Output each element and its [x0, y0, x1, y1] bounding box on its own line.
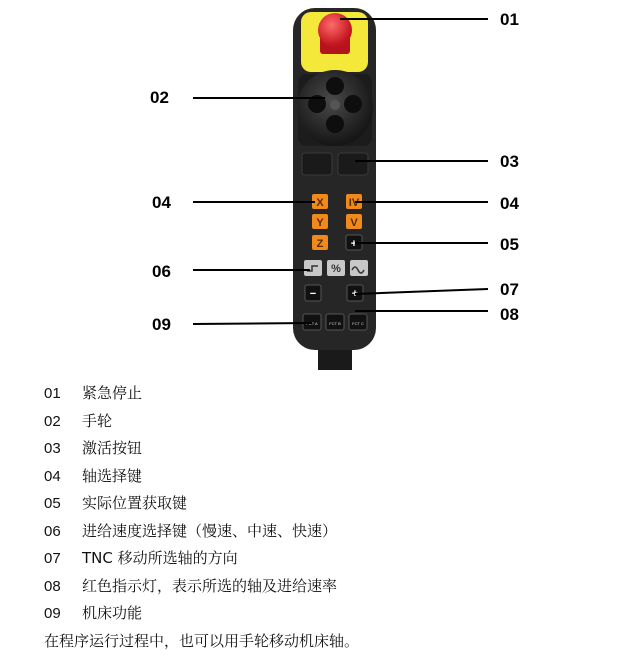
fct-a-label: FCT A	[306, 321, 318, 326]
legend-item-03	[44, 435, 634, 463]
fct-c-label: FCT C	[352, 321, 364, 326]
legend-item-08	[44, 573, 634, 601]
key-z-label: Z	[316, 238, 324, 250]
legend-item-07	[44, 545, 634, 573]
callout-03: 03	[500, 152, 519, 171]
legend-text: 激活按钮	[82, 439, 143, 457]
key-y-label: Y	[316, 217, 324, 229]
fct-b-label: FCT B	[329, 321, 341, 326]
legend-item-09	[44, 600, 634, 628]
legend-text: 手轮	[82, 411, 113, 430]
footer-note: 在程序运行过程中，也可以用手轮移动机床轴。	[44, 631, 360, 650]
leader-line-09	[193, 323, 312, 324]
legend-text: TNC 移动所选轴的方向	[82, 549, 238, 567]
legend-text: 紧急停止	[82, 384, 143, 402]
callout-01: 01	[500, 10, 519, 29]
callout-09: 09	[152, 315, 171, 334]
legend-item-06	[44, 518, 634, 546]
wheel-hub	[330, 100, 340, 110]
callout-08: 08	[500, 305, 519, 324]
legend-text: 机床功能	[82, 604, 143, 622]
callout-04-right: 04	[500, 194, 519, 213]
legend-num: 09	[44, 605, 61, 622]
enable-button-right[interactable]	[338, 153, 368, 175]
callout-05: 05	[500, 235, 519, 254]
legend-text: 实际位置获取键	[82, 494, 188, 512]
legend-num: 05	[44, 495, 61, 512]
enable-button-left[interactable]	[302, 153, 332, 175]
legend-item-05	[44, 490, 634, 518]
key-v-label: V	[350, 217, 358, 229]
key-x-label: X	[316, 197, 324, 209]
callout-04-left: 04	[152, 193, 171, 212]
legend-num: 06	[44, 522, 61, 540]
legend-text: 进给速度选择键（慢速、中速、快速）	[82, 521, 338, 540]
legend-text: 轴选择键	[82, 466, 143, 485]
legend-text: 红色指示灯，表示所选的轴及进给速率	[82, 576, 338, 595]
legend-num: 01	[44, 385, 61, 402]
direction-minus-label: −	[309, 288, 317, 300]
wheel-grip-bottom	[326, 115, 344, 133]
wheel-grip-right	[344, 95, 362, 113]
actual-position-key-label: +	[350, 238, 358, 250]
legend-item-04	[44, 463, 634, 491]
callout-02: 02	[150, 88, 169, 107]
direction-plus-label: +	[351, 288, 359, 300]
wheel-grip-top	[326, 77, 344, 95]
legend	[44, 380, 634, 655]
legend-num: 04	[44, 467, 61, 485]
legend-num: 03	[44, 440, 61, 457]
feed-medium-label: %	[331, 263, 341, 275]
callout-07: 07	[500, 280, 519, 299]
feed-slow-key[interactable]	[304, 260, 322, 276]
legend-num: 07	[44, 550, 61, 567]
legend-item-02	[44, 408, 634, 436]
legend-num: 02	[44, 412, 61, 430]
legend-num: 08	[44, 577, 61, 595]
legend-item-01	[44, 380, 634, 408]
callout-06: 06	[152, 262, 171, 281]
key-iv-label: IV	[348, 197, 360, 209]
